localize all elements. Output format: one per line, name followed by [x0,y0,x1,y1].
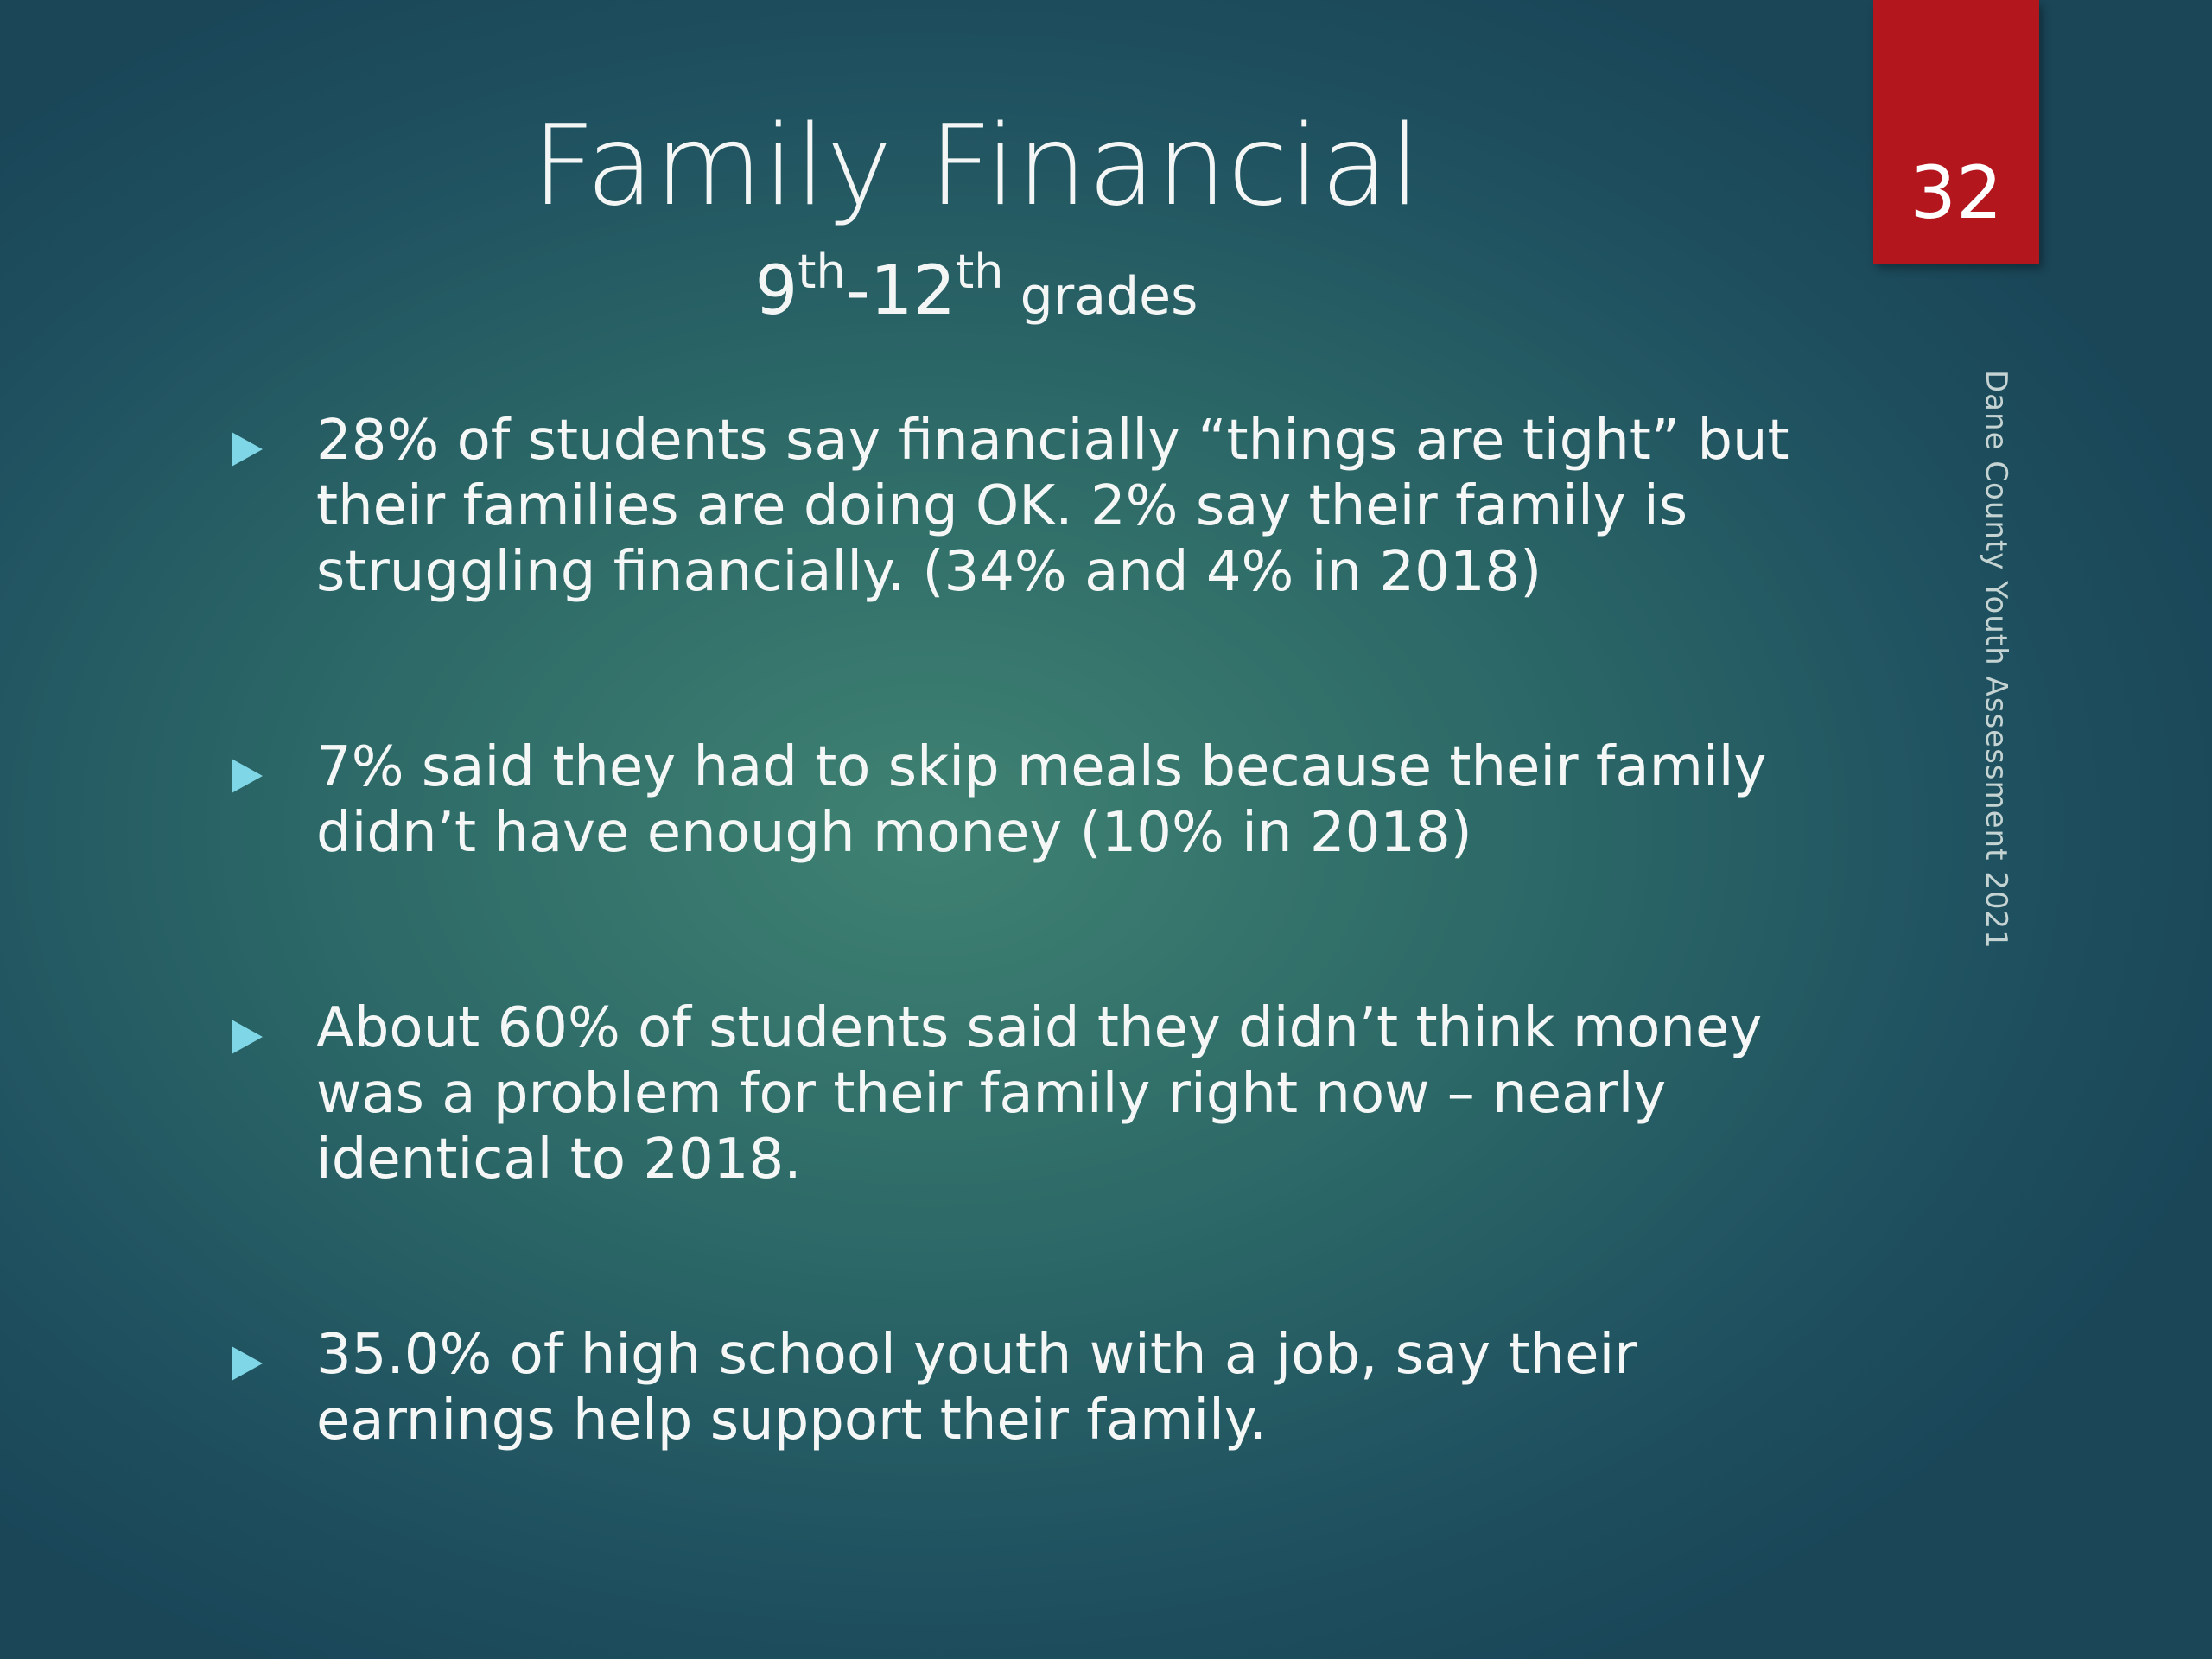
side-label: Dane County Youth Assessment 2021 [1979,370,2013,950]
subtitle-end-grade: 12 [869,252,957,330]
slide-subtitle [0,245,1953,335]
subtitle-end-suffix: th [956,245,1004,299]
bullet-arrow-icon [232,759,263,793]
page-number-badge [1873,0,2039,264]
bullet-arrow-icon [232,432,263,467]
bullet-item [232,1322,1821,1453]
subtitle-start-suffix: th [798,245,846,299]
bullet-list [232,408,1821,1453]
bullet-text: 28% of students say financially “things are tight” but their families are doing OK. 2% say their family is struggling financially. (34% and 4% in 2018) [316,409,1789,604]
subtitle-dash: - [845,252,870,330]
bullet-text: 7% said they had to skip meals because their family didn’t have enough money (10% in 2018) [316,735,1767,865]
bullet-arrow-icon [232,1020,263,1054]
subtitle-start-grade: 9 [754,252,798,330]
bullet-text: About 60% of students said they didn’t think money was a problem for their family right now – nearly identical to 2018. [316,996,1763,1192]
page-number: 32 [1910,150,2003,235]
bullet-arrow-icon [232,1346,263,1381]
subtitle-grades-word: grades [1003,266,1198,327]
bullet-item [232,734,1821,866]
bullet-text: 35.0% of high school youth with a job, say their earnings help support their family. [316,1323,1637,1452]
bullet-item [232,995,1821,1192]
slide-title: Family Financial [531,102,1421,231]
bullet-item [232,408,1821,605]
